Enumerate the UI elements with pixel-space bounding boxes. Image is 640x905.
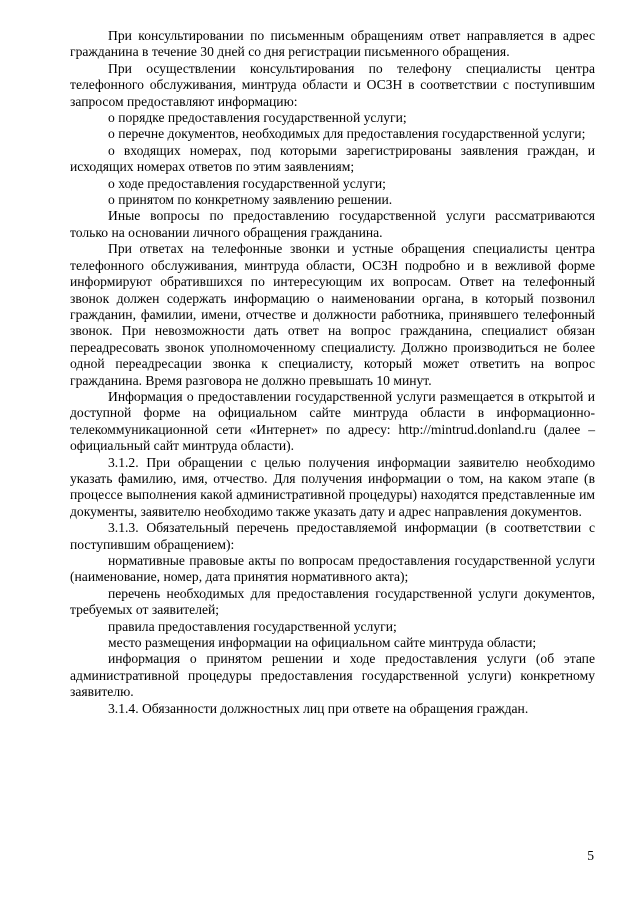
list-item: место размещения информации на официальном сайте минтруда области;: [108, 635, 537, 651]
list-item: о ходе предоставления государственной услуги;: [108, 175, 386, 191]
paragraph: Информация о предоставлении государственной услуги размещается в открытой и доступной форме на официальном сайте минтруда области в информационно-телекоммуникационной сети «Интернет» по адресу: http://mintrud.donland.ru (далее – официальный сайт минтруда области).: [70, 388, 595, 454]
document-body: [70, 28, 595, 717]
list-item: о принятом по конкретному заявлению решении.: [108, 192, 393, 208]
paragraph: При консультировании по письменным обращениям ответ направляется в адрес гражданина в течение 30 дней со дня регистрации письменного обращения.: [70, 28, 595, 60]
list-item: о порядке предоставления государственной услуги;: [108, 110, 407, 126]
list-item: о входящих номерах, под которыми зарегистрированы заявления граждан, и исходящих номерах ответов по этим заявлениям;: [70, 142, 595, 175]
list-item: нормативные правовые акты по вопросам предоставления государственной услуги (наименование, номер, дата принятия нормативного акта);: [70, 553, 595, 585]
page-number: 5: [587, 848, 594, 863]
list-item: правила предоставления государственной услуги;: [108, 618, 397, 634]
paragraph: 3.1.2. При обращении с целью получения информации заявителю необходимо указать фамилию, имя, отчество. Для получения информации о том, на каком этапе (в процессе выполнения какой административной процедуры) находятся представленные им документы, заявителю необходимо также указать дату и адрес направления документов.: [70, 454, 595, 519]
paragraph: 3.1.3. Обязательный перечень предоставляемой информации (в соответствии с поступившим обращением):: [70, 520, 595, 552]
paragraph: При ответах на телефонные звонки и устные обращения специалисты центра телефонного обслуживания, минтруда области, ОСЗН подробно и в вежливой форме информируют обратившихся по интересующим их вопросам. Ответ на телефонный звонок должен содержать информацию о наименовании органа, в который позвонил гражданин, фамилии, имени, отчестве и должности работника, принявшего телефонный звонок. При невозможности дать ответ на вопрос гражданина, специалист обязан переадресовать звонок уполномоченному специалисту. Должно производиться не более одной переадресации звонка к специалисту, который может ответить на вопрос гражданина. Время разговора не должно превышать 10 минут.: [70, 241, 595, 388]
paragraph: Иные вопросы по предоставлению государственной услуги рассматриваются только на основании личного обращения гражданина.: [70, 208, 595, 240]
list-item: о перечне документов, необходимых для предоставления государственной услуги;: [108, 126, 586, 142]
paragraph: При осуществлении консультирования по телефону специалисты центра телефонного обслуживания, минтруда области и ОСЗН в соответствии с поступившим запросом предоставляют информацию:: [70, 60, 595, 109]
list-item: информация о принятом решении и ходе предоставления услуги (об этапе административной процедуры предоставления государственной услуги) конкретному заявителю.: [70, 651, 595, 700]
section-heading: 3.1.4. Обязанности должностных лиц при ответе на обращения граждан.: [108, 700, 529, 716]
list-item: перечень необходимых для предоставления государственной услуги документов, требуемых от заявителей;: [70, 585, 595, 618]
